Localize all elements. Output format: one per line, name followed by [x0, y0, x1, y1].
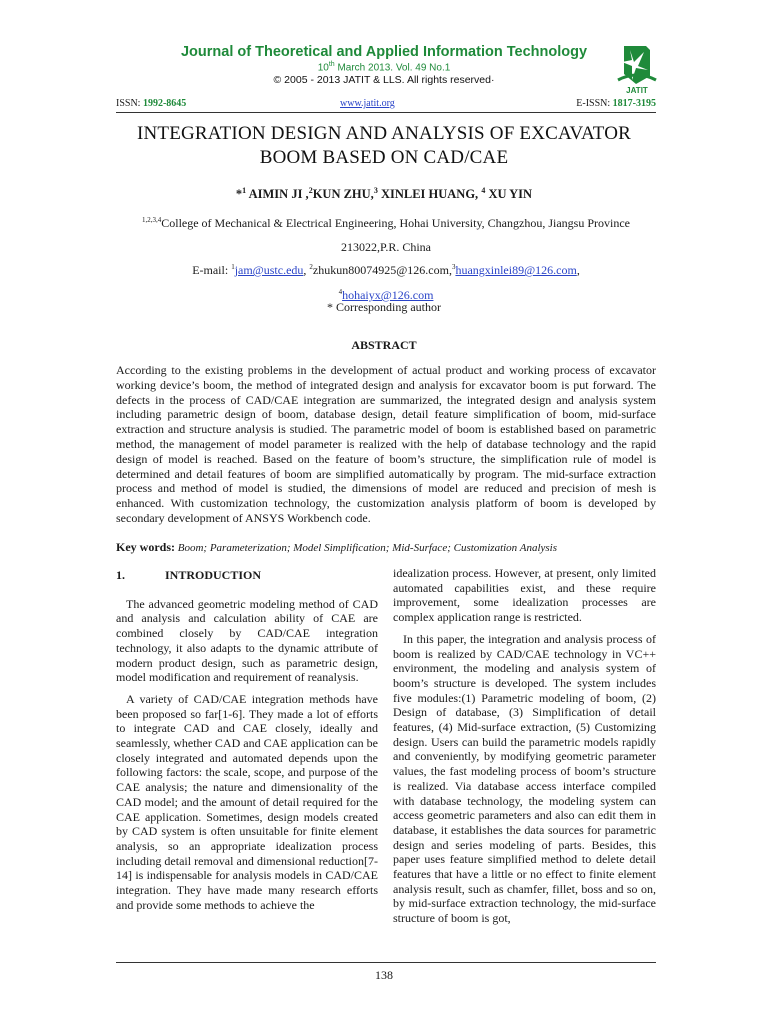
right-column: [393, 566, 656, 933]
keywords-label: Key words:: [116, 540, 175, 554]
eissn-label: E-ISSN:: [576, 98, 613, 109]
issue-day-suffix: th: [328, 61, 335, 68]
footer-rule: [116, 962, 656, 963]
paragraph: idealization process. However, at present, only limited automated capabilities exist, and these require improvement, some idealization processes are complex application range is restricted.: [393, 566, 656, 625]
email-3-sup: 3: [451, 263, 456, 271]
issn-label: ISSN:: [116, 98, 143, 109]
eissn: [576, 98, 656, 109]
email-1-link[interactable]: jam@ustc.edu: [234, 263, 304, 277]
logo-text: JATIT: [626, 86, 648, 95]
page-number: 138: [375, 968, 393, 982]
title-line-2: BOOM BASED ON CAD/CAE: [259, 147, 509, 168]
website-link[interactable]: www.jatit.org: [340, 98, 395, 109]
copyright: © 2005 - 2013 JATIT & LLS. All rights reserved·: [273, 74, 495, 86]
paragraph: The advanced geometric modeling method of CAD and analysis and calculation ability of CAE are combined closely by CAD/CAE integration technology, it also adapts to the dynamic attribute of modern product design, such as parametric design, model modification and requirement of reanalysis.: [116, 596, 378, 685]
eissn-value: 1817-3195: [612, 98, 656, 109]
email-2: zhukun80074925@126.com: [312, 263, 449, 277]
email-1-sup: 1: [231, 263, 235, 271]
title-line-1: INTEGRATION DESIGN AND ANALYSIS OF EXCAVATOR: [136, 123, 632, 144]
issue-rest: March 2013. Vol. 49 No.1: [334, 62, 451, 74]
section-title: INTRODUCTION: [165, 568, 262, 582]
author-4-sup: 4: [481, 186, 486, 195]
jatit-logo-icon: [612, 40, 662, 92]
author-2-sup: 2: [308, 186, 313, 195]
affiliation-line-2: 213022,P.R. China: [340, 240, 431, 254]
email-3-link[interactable]: huangxinlei89@126.com: [455, 263, 577, 277]
authors: [0, 186, 768, 202]
issn: [116, 98, 186, 109]
issn-value: 1992-8645: [142, 98, 187, 109]
author-3-sup: 3: [373, 186, 378, 195]
paragraph: A variety of CAD/CAE integration methods have been proposed so far[1-6]. They made a lot of efforts to integrate CAD and CAE closely, ideally and seamlessly, whether CAD and CAE application can be closely integrated and automated depends upon the following factors: the scale, scope, and purpose of the CAE analysis; the nature and dimensionality of the CAD model; and the amount of detail required for the CAE application. Sometimes, design models created by CAD system is often unsuitable for finite element analysis, so an appropriate idealization process including detail removal and dimensional reduction[7-14] is indispensable for analysis models in CAD/CAE integration. They have made many research efforts and provide some methods to achieve the: [116, 691, 378, 912]
keywords-text: Boom; Parameterization; Model Simplification; Mid-Surface; Customization Analysis: [175, 542, 558, 554]
author-1-sup: 1: [242, 186, 247, 195]
issue-day: 10: [317, 62, 329, 74]
paragraph: In this paper, the integration and analysis process of boom is realized by CAD/CAE technology in VC++ environment, the modeling and analysis system of boom’s structure is developed. The system includes five modules:(1) Parametric modeling of boom, (2) Design of database, (3) Simplification of detail features, (4) Mid-surface extraction, (5) Customizing design. Users can build the parametric models rapidly and conveniently, by modifying geometric parameter values, the fast modeling process of boom’s structure is realized. Via database access interface compiled with database technology, the modeling system can access geometric parameters and also can edit them in database, it establishes the data sources for parametric design and series modeling of parts. Besides, this paper uses feature simplified method to delete detail features that have a little or no effect to finite element analysis result, such as chamfer, fillet, boss and so on, by mid-surface extraction technology, the mid-surface structure of boom is got,: [393, 631, 656, 926]
section-heading-introduction: [116, 568, 378, 583]
email-block: E-mail: $^1$jam@ustc.edu, $^2$zhukun80074925@126.com,$^3$huangxinlei89@126.com, $^4$hohaiyx@126.com: [192, 263, 580, 302]
email-label: E-mail:: [192, 263, 232, 277]
paper-title: [90, 122, 678, 170]
abstract-heading: ABSTRACT: [351, 338, 417, 352]
journal-title: Journal of Theoretical and Applied Information Technology: [180, 44, 588, 60]
abstract-text: According to the existing problems in the development of actual product and working process of excavator working device’s boom, the method of integrated design and analysis for excavator boom is put forward. The defects in the process of CAD/CAE integration are summarized, the integrated design and analysis system including parametric design of boom, database design, detail feature simplification of boom, mid-surface extraction and structure analysis is studied. The parametric model of boom is established based on parametric method, the management of model parameter is realized with the help of database technology and the rapid design of model is reached. Based on the feature of boom’s structure, the simplification rule of model is determined and detail features of boom are simplified automatically by program. The mid-surface extraction process and method of model is studied, the dimensions of model are reduced and precision of mesh is enhanced. With customization technology, the customization analysis platform of boom is developed by secondary development of ANSYS Workbench code.: [116, 363, 656, 525]
affiliation-line-1: College of Mechanical & Electrical Engineering, Hohai University, Changzhou, Jiangsu Province: [161, 216, 630, 230]
email-2-sup: 2: [309, 263, 313, 271]
header-rule: [116, 112, 656, 113]
author-marker: *: [235, 187, 243, 202]
author-1: AIMIN JI ,: [246, 187, 309, 202]
corresponding-author-note: * Corresponding author: [327, 300, 441, 314]
author-3: XINLEI HUANG,: [377, 187, 482, 202]
left-column: [116, 566, 378, 919]
affiliation-sup: 1,2,3,4: [141, 216, 162, 224]
keywords: [116, 540, 656, 555]
email-4-link[interactable]: hohaiyx@126.com: [342, 288, 434, 302]
author-4: XU YIN: [485, 187, 533, 202]
section-number: 1.: [116, 568, 125, 582]
author-2: KUN ZHU,: [312, 187, 374, 202]
email-4-sup: 4: [338, 288, 343, 296]
affiliation: [116, 208, 656, 259]
